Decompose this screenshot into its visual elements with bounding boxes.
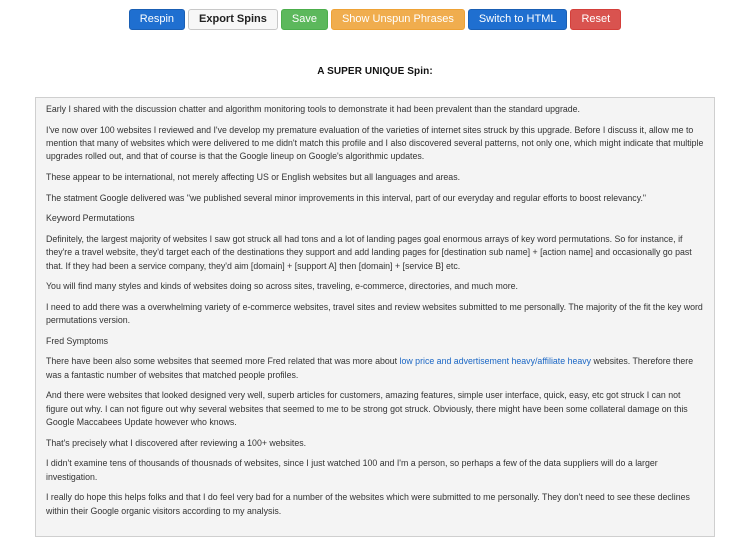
paragraph: And there were websites that looked designed very well, superb articles for customers, amazing features, simple user interface, quick, easy, etc got struck I can not figure out why. I can not figure out why several websites that seemed to me to be strong got struck. Obviously, there might have been some collateral damage on this Google Maccabees Update however who knows. — [46, 390, 688, 428]
paragraph-text: websites. Therefore there was a fantastic number of websites that matched people profiles. — [46, 356, 694, 380]
paragraph: I didn't examine tens of thousands of thousnads of websites, since I just watched 100 and I'm a person, so perhaps a few of the data suppliers will do a larger investigation. — [46, 458, 658, 482]
save-button[interactable]: Save — [281, 9, 328, 30]
affiliate-heavy-link[interactable]: low price and advertisement heavy/affiliate heavy — [399, 356, 592, 367]
paragraph: The statment Google delivered was "we published several minor improvements in this interval, part of our everyday and regular efforts to boost relevancy." — [46, 192, 647, 203]
respin-button[interactable]: Respin — [129, 9, 185, 30]
spin-content-editor[interactable] — [35, 97, 715, 537]
paragraph: That's precisely what I discovered after reviewing a 100+ websites. — [46, 437, 307, 448]
paragraph: Early I shared with the discussion chatter and algorithm monitoring tools to demonstrate it had been prevalent than the standard upgrade. — [46, 104, 580, 114]
paragraph: You will find many styles and kinds of websites doing so across sites, traveling, e-commerce, directories, and much more. — [46, 281, 518, 292]
export-spins-button[interactable]: Export Spins — [188, 9, 278, 30]
section-heading: Keyword Permutations — [46, 213, 135, 224]
switch-to-html-button[interactable]: Switch to HTML — [468, 9, 568, 30]
paragraph: Definitely, the largest majority of websites I saw got struck all had tons and a lot of landing pages goal enormous arrays of key word permutations. So for instance, if they're a travel website, they'd target each of the destinations they support and add landing pages for [destination sub name] + [action name] and occasionally go past that. If they had been a service company, they'd aim [domain] + [support A] then [domain] + [service B] etc. — [46, 233, 692, 271]
paragraph — [46, 355, 704, 382]
reset-button[interactable]: Reset — [570, 9, 621, 30]
paragraph: I really do hope this helps folks and that I do feel very bad for a number of the websites which were submitted to me personally. They don't need to see these declines within their Google organic visitors according to my analysis. — [46, 492, 690, 516]
spin-title: A SUPER UNIQUE Spin: — [317, 66, 433, 77]
show-unspun-phrases-button[interactable]: Show Unspun Phrases — [331, 9, 465, 30]
paragraph: These appear to be international, not merely affecting US or English websites but all languages and areas. — [46, 172, 461, 182]
paragraph-text: There have been also some websites that seemed more Fred related that was more about — [46, 356, 400, 367]
section-heading: Fred Symptoms — [46, 335, 109, 346]
paragraph: I need to add there was a overwhelming variety of e-commerce websites, travel sites and review websites submitted to me personally. The majority of the fit the key word permutations version. — [46, 301, 703, 326]
toolbar — [0, 9, 750, 30]
paragraph: I've now over 100 websites I reviewed and I've develop my premature evaluation of the varieties of internet sites struck by this upgrade. Before I discuss it, allow me to mention that many of websites which were delivered to me didn't match this profile and I also discovered several patterns, not only one, which might indicate that multiple upgrades rolled out, and that of course is that the Google lineup on Google's algorithmic updates. — [46, 124, 704, 162]
